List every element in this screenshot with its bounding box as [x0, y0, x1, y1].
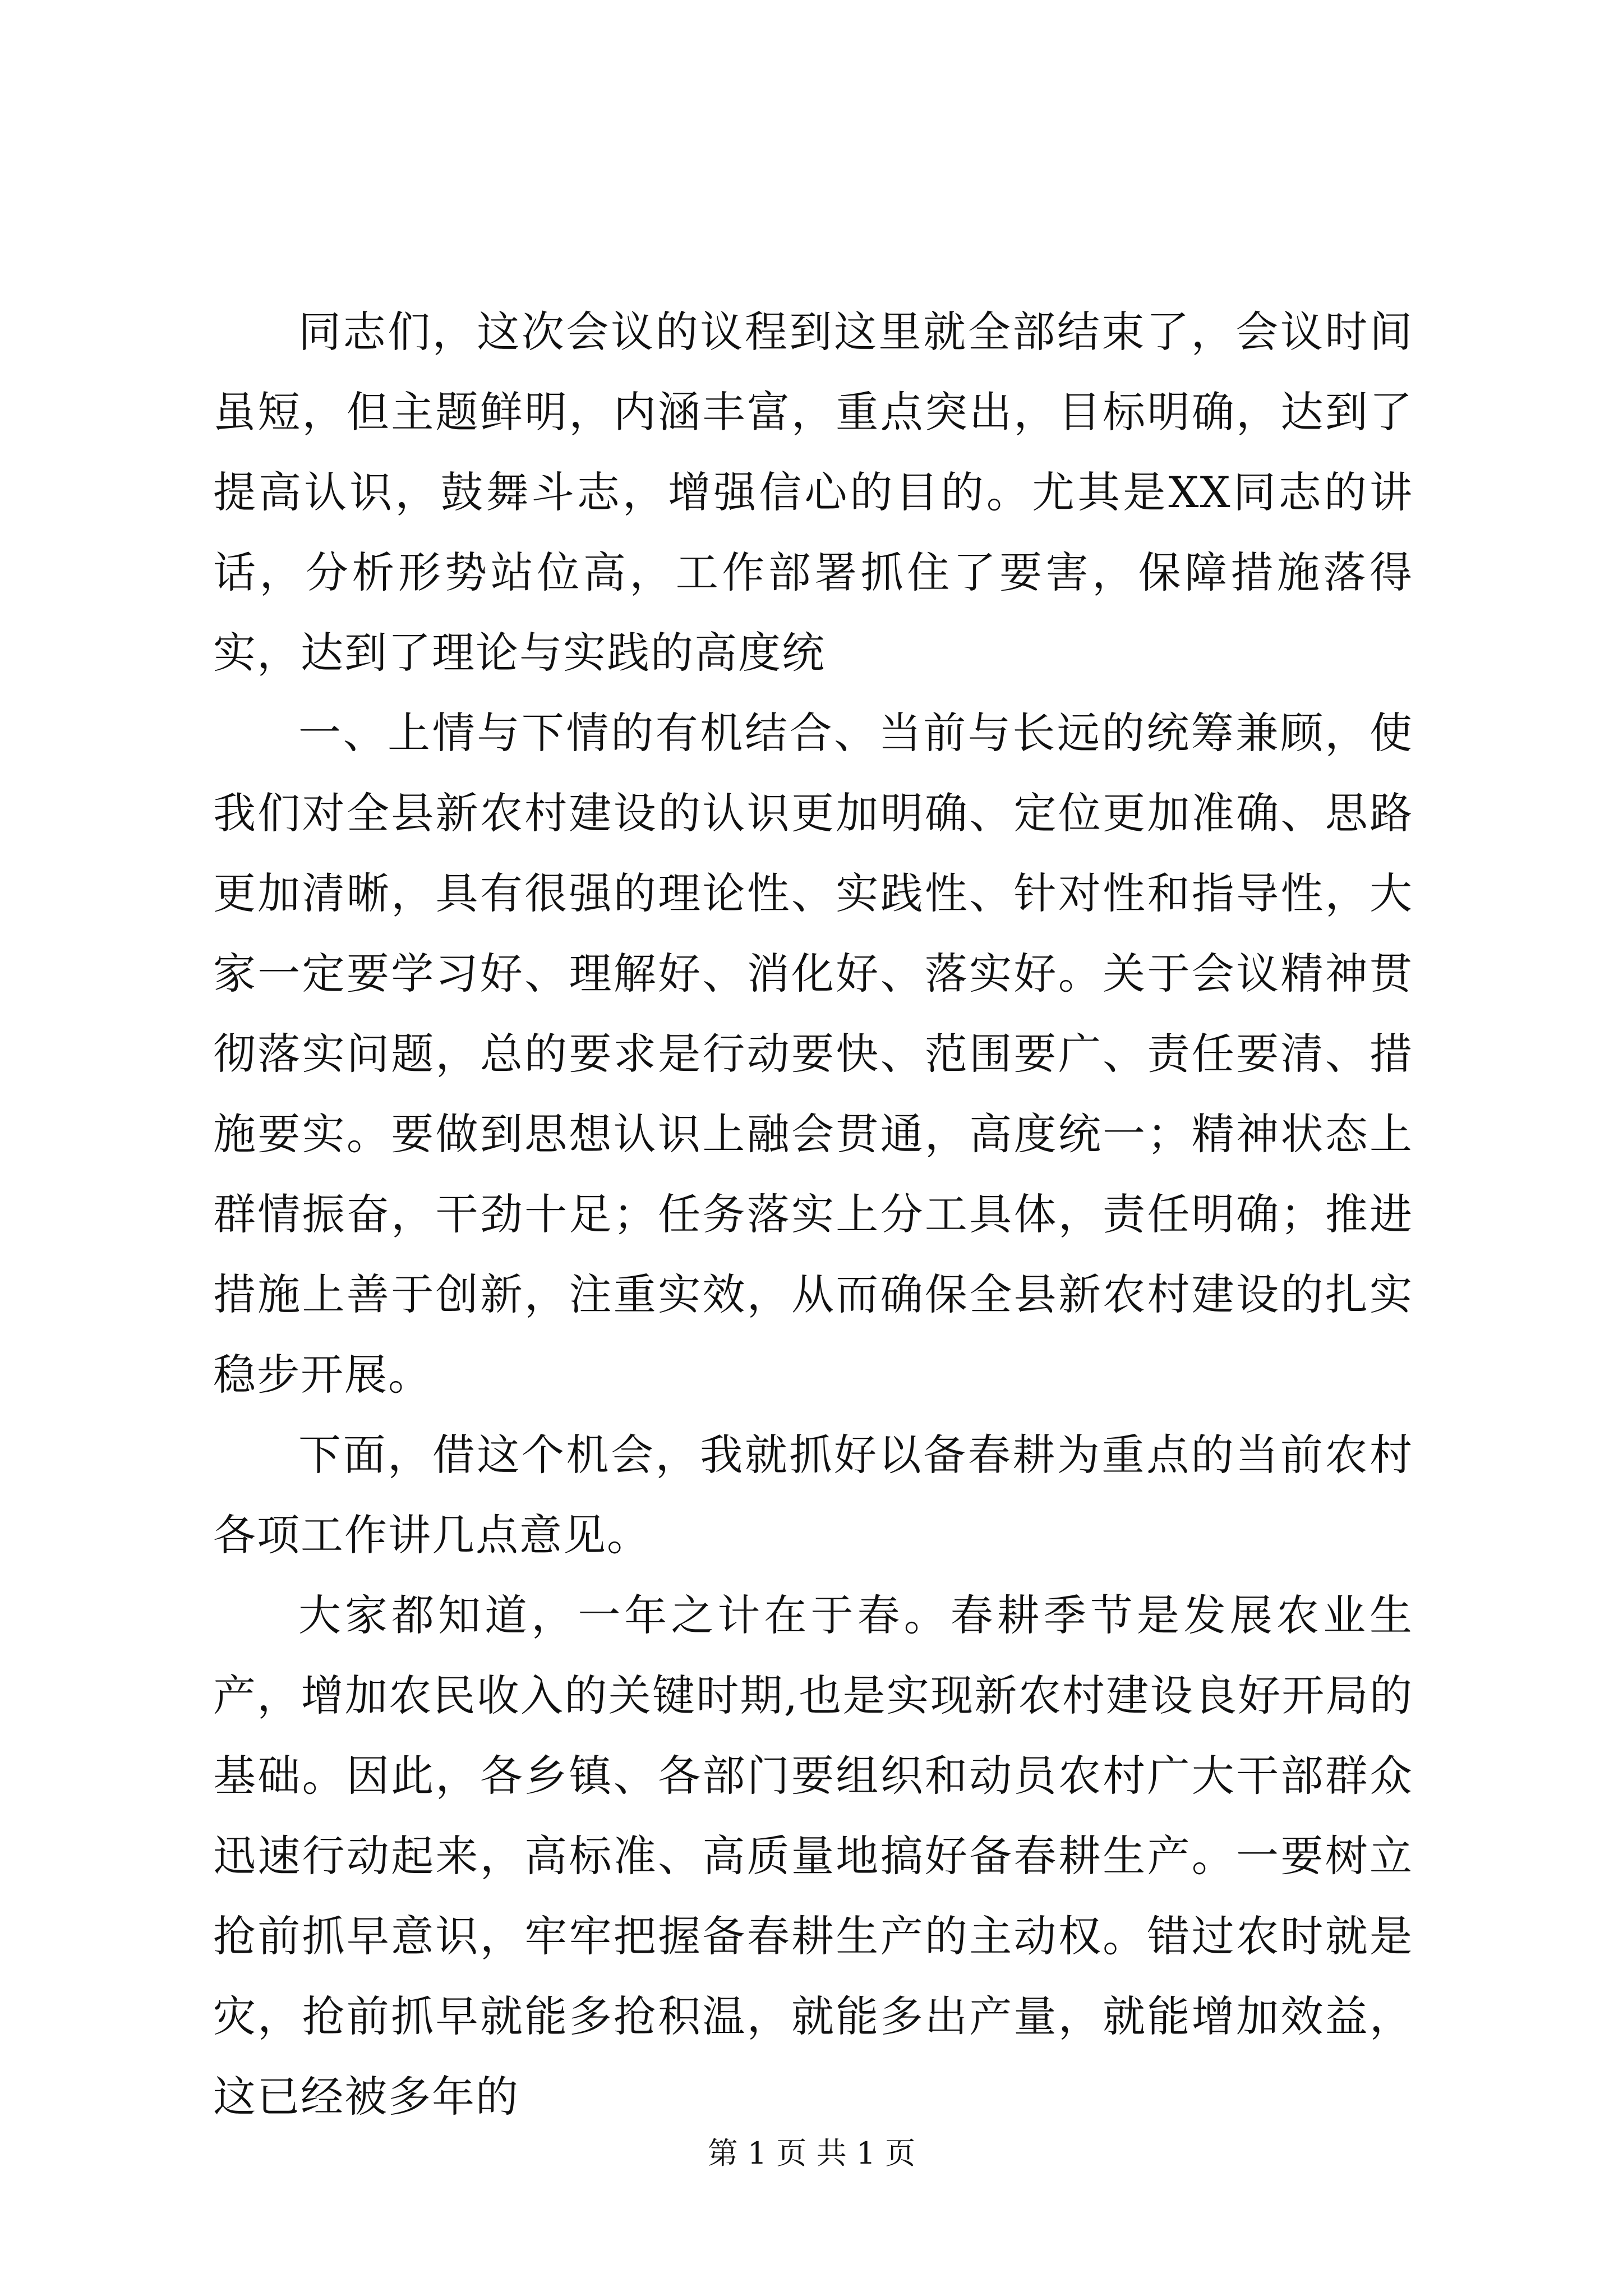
- page-number: 第 1 页 共 1 页: [707, 2136, 916, 2171]
- paragraph-4: 大家都知道，一年之计在于春。春耕季节是发展农业生产，增加农民收入的关键时期,也是实现新农村建设良好开局的基础。因此，各乡镇、各部门要组织和动员农村广大干部群众迅速行动起来，高标准、高质量地搞好备春耕生产。一要树立抢前抓早意识，牢牢把握备春耕生产的主动权。错过农时就是灾，抢前抓早就能多抢积温，就能多出产量，就能增加效益，这已经被多年的: [213, 1590, 1413, 2122]
- paragraph-2: 一、上情与下情的有机结合、当前与长远的统筹兼顾，使我们对全县新农村建设的认识更加明确、定位更加准确、思路更加清晰，具有很强的理论性、实践性、针对性和指导性，大家一定要学习好、理解好、消化好、落实好。关于会议精神贯彻落实问题，总的要求是行动要快、范围要广、责任要清、措施要实。要做到思想认识上融会贯通，高度统一；精神状态上群情振奋，干劲十足；任务落实上分工具体，责任明确；推进措施上善于创新，注重实效，从而确保全县新农村建设的扎实稳步开展。: [213, 708, 1413, 1400]
- paragraph-1: 同志们，这次会议的议程到这里就全部结束了，会议时间虽短，但主题鲜明，内涵丰富，重点突出，目标明确，达到了提高认识，鼓舞斗志，增强信心的目的。尤其是XX同志的讲话，分析形势站位高，工作部署抓住了要害，保障措施落得实，达到了理论与实践的高度统: [213, 307, 1413, 678]
- document-body: [213, 292, 1413, 2137]
- paragraph-3: 下面，借这个机会，我就抓好以备春耕为重点的当前农村各项工作讲几点意见。: [213, 1430, 1413, 1560]
- page-footer: [0, 2129, 1623, 2173]
